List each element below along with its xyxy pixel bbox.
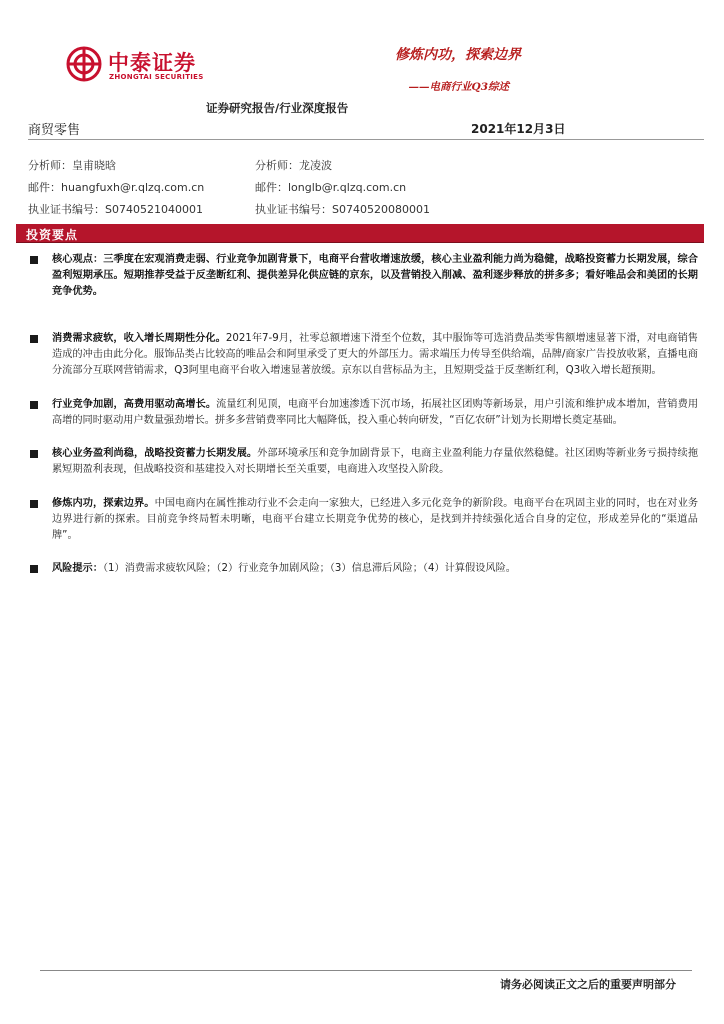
bullet-text: （1）消费需求疲软风险；（2）行业竞争加剧风险；（3）信息滞后风险；（4）计算假设风险。 [102,563,516,575]
sector-label: 商贸零售 [28,123,81,138]
bullet-lead: 核心观点：三季度在宏观消费走弱、行业竞争加剧背景下，电商平台营收增速放缓，核心主业盈利能力尚为稳健，战略投资蓄力长期发展，综合盈利短期承压。短期推荐受益于反垄断红利、提供差异化供应链的京东，以及营销投入削减、盈利逐步释放的拼多多；看好唯品会和美团的长期竞争优势。 [52,254,698,297]
report-subline: ——电商行业Q3综述 [408,81,509,93]
bullet-square-icon [30,401,38,409]
analyst-cert-row [28,201,708,223]
brand-logo [66,46,236,86]
report-headline: 修炼内功，探索边界 [395,47,521,63]
analyst-info [28,157,708,223]
analyst-email: 邮件：longlb@r.qlzq.com.cn [255,181,407,194]
bullet-text: 中国电商内在属性推动行业不会走向一家独大，已经进入多元化竞争的新阶段。电商平台在巩固主业的同时，也在对业务边界进行新的探索。目前竞争终局暂未明晰，电商平台建立长期竞争优势的核心，是找到并持续强化适合自身的定位，形成差异化的“渠道品牌”。 [52,497,699,541]
bullet-text: 流量红利见顶，电商平台加速渗透下沉市场，拓展社区团购等新场景，用户引流和维护成本增加，营销费用高增的同时驱动用户数量强劲增长。拼多多营销费率同比大幅降低，投入重心转向研发，“百亿农研”计划为长期增长奠定基础。 [52,398,699,426]
bullet-lead: 修炼内功，探索边界。 [52,497,155,509]
bullet-lead: 行业竞争加剧，高费用驱动高增长。 [52,398,217,410]
investment-highlights [30,252,698,577]
bullet-lead: 核心业务盈利尚稳，战略投资蓄力长期发展。 [52,448,258,460]
bullet-item [30,496,698,543]
bullet-square-icon [30,565,38,573]
bullet-item [30,331,698,378]
analyst-cert: 执业证书编号：S0740520080001 [255,203,430,216]
zhongtai-logo-icon [66,46,102,82]
bullet-square-icon [30,256,38,264]
bullet-square-icon [30,335,38,343]
brand-name-en: ZHONGTAI SECURITIES [109,73,204,81]
bullet-item [30,252,698,299]
bullet-item [30,561,698,577]
bullet-lead: 消费需求疲软，收入增长周期性分化。 [52,333,226,345]
bullet-item [30,446,698,478]
bullet-square-icon [30,450,38,458]
section-title: 投资要点 [26,228,79,242]
analyst-email-row [28,179,708,201]
analyst-name: 分析师：皇甫晓晗 [28,159,116,172]
analyst-email: 邮件：huangfuxh@r.qlzq.com.cn [28,181,205,194]
bullet-lead: 风险提示： [52,563,103,575]
analyst-name-row [28,157,708,179]
bullet-square-icon [30,500,38,508]
bullet-text: 外部环境承压和竞争加剧背景下，电商主业盈利能力存量依然稳健。社区团购等新业务亏损持续拖累短期盈利表现，但战略投资和基建投入对长期增长至关重要，电商进入攻坚投入阶段。 [52,448,699,476]
header-divider [28,139,704,140]
disclaimer-note: 请务必阅读正文之后的重要声明部分 [500,978,676,991]
section-header-bar [16,224,704,243]
bullet-item [30,397,698,429]
analyst-cert: 执业证书编号：S0740521040001 [28,203,203,216]
analyst-name: 分析师：龙凌波 [255,159,332,172]
report-date: 2021年12月3日 [471,122,566,136]
report-type: 证券研究报告/行业深度报告 [206,101,349,115]
footer-divider [40,970,692,971]
brand-name-cn: 中泰证券 [108,51,196,75]
bullet-text: 2021年7-9月，社零总额增速下滑至个位数，其中服饰等可选消费品类零售额增速显著下滑，对电商销售造成的冲击由此分化。服饰品类占比较高的唯品会和阿里承受了更大的外部压力。需求端压力传导至供给端，品牌/商家广告投放收紧，直播电商分流部分互联网营销需求，Q3阿里电商平台收入增速显著放缓。京东以自营标品为主，且短期受益于反垄断红利，Q3收入增长超预期。 [52,333,698,376]
